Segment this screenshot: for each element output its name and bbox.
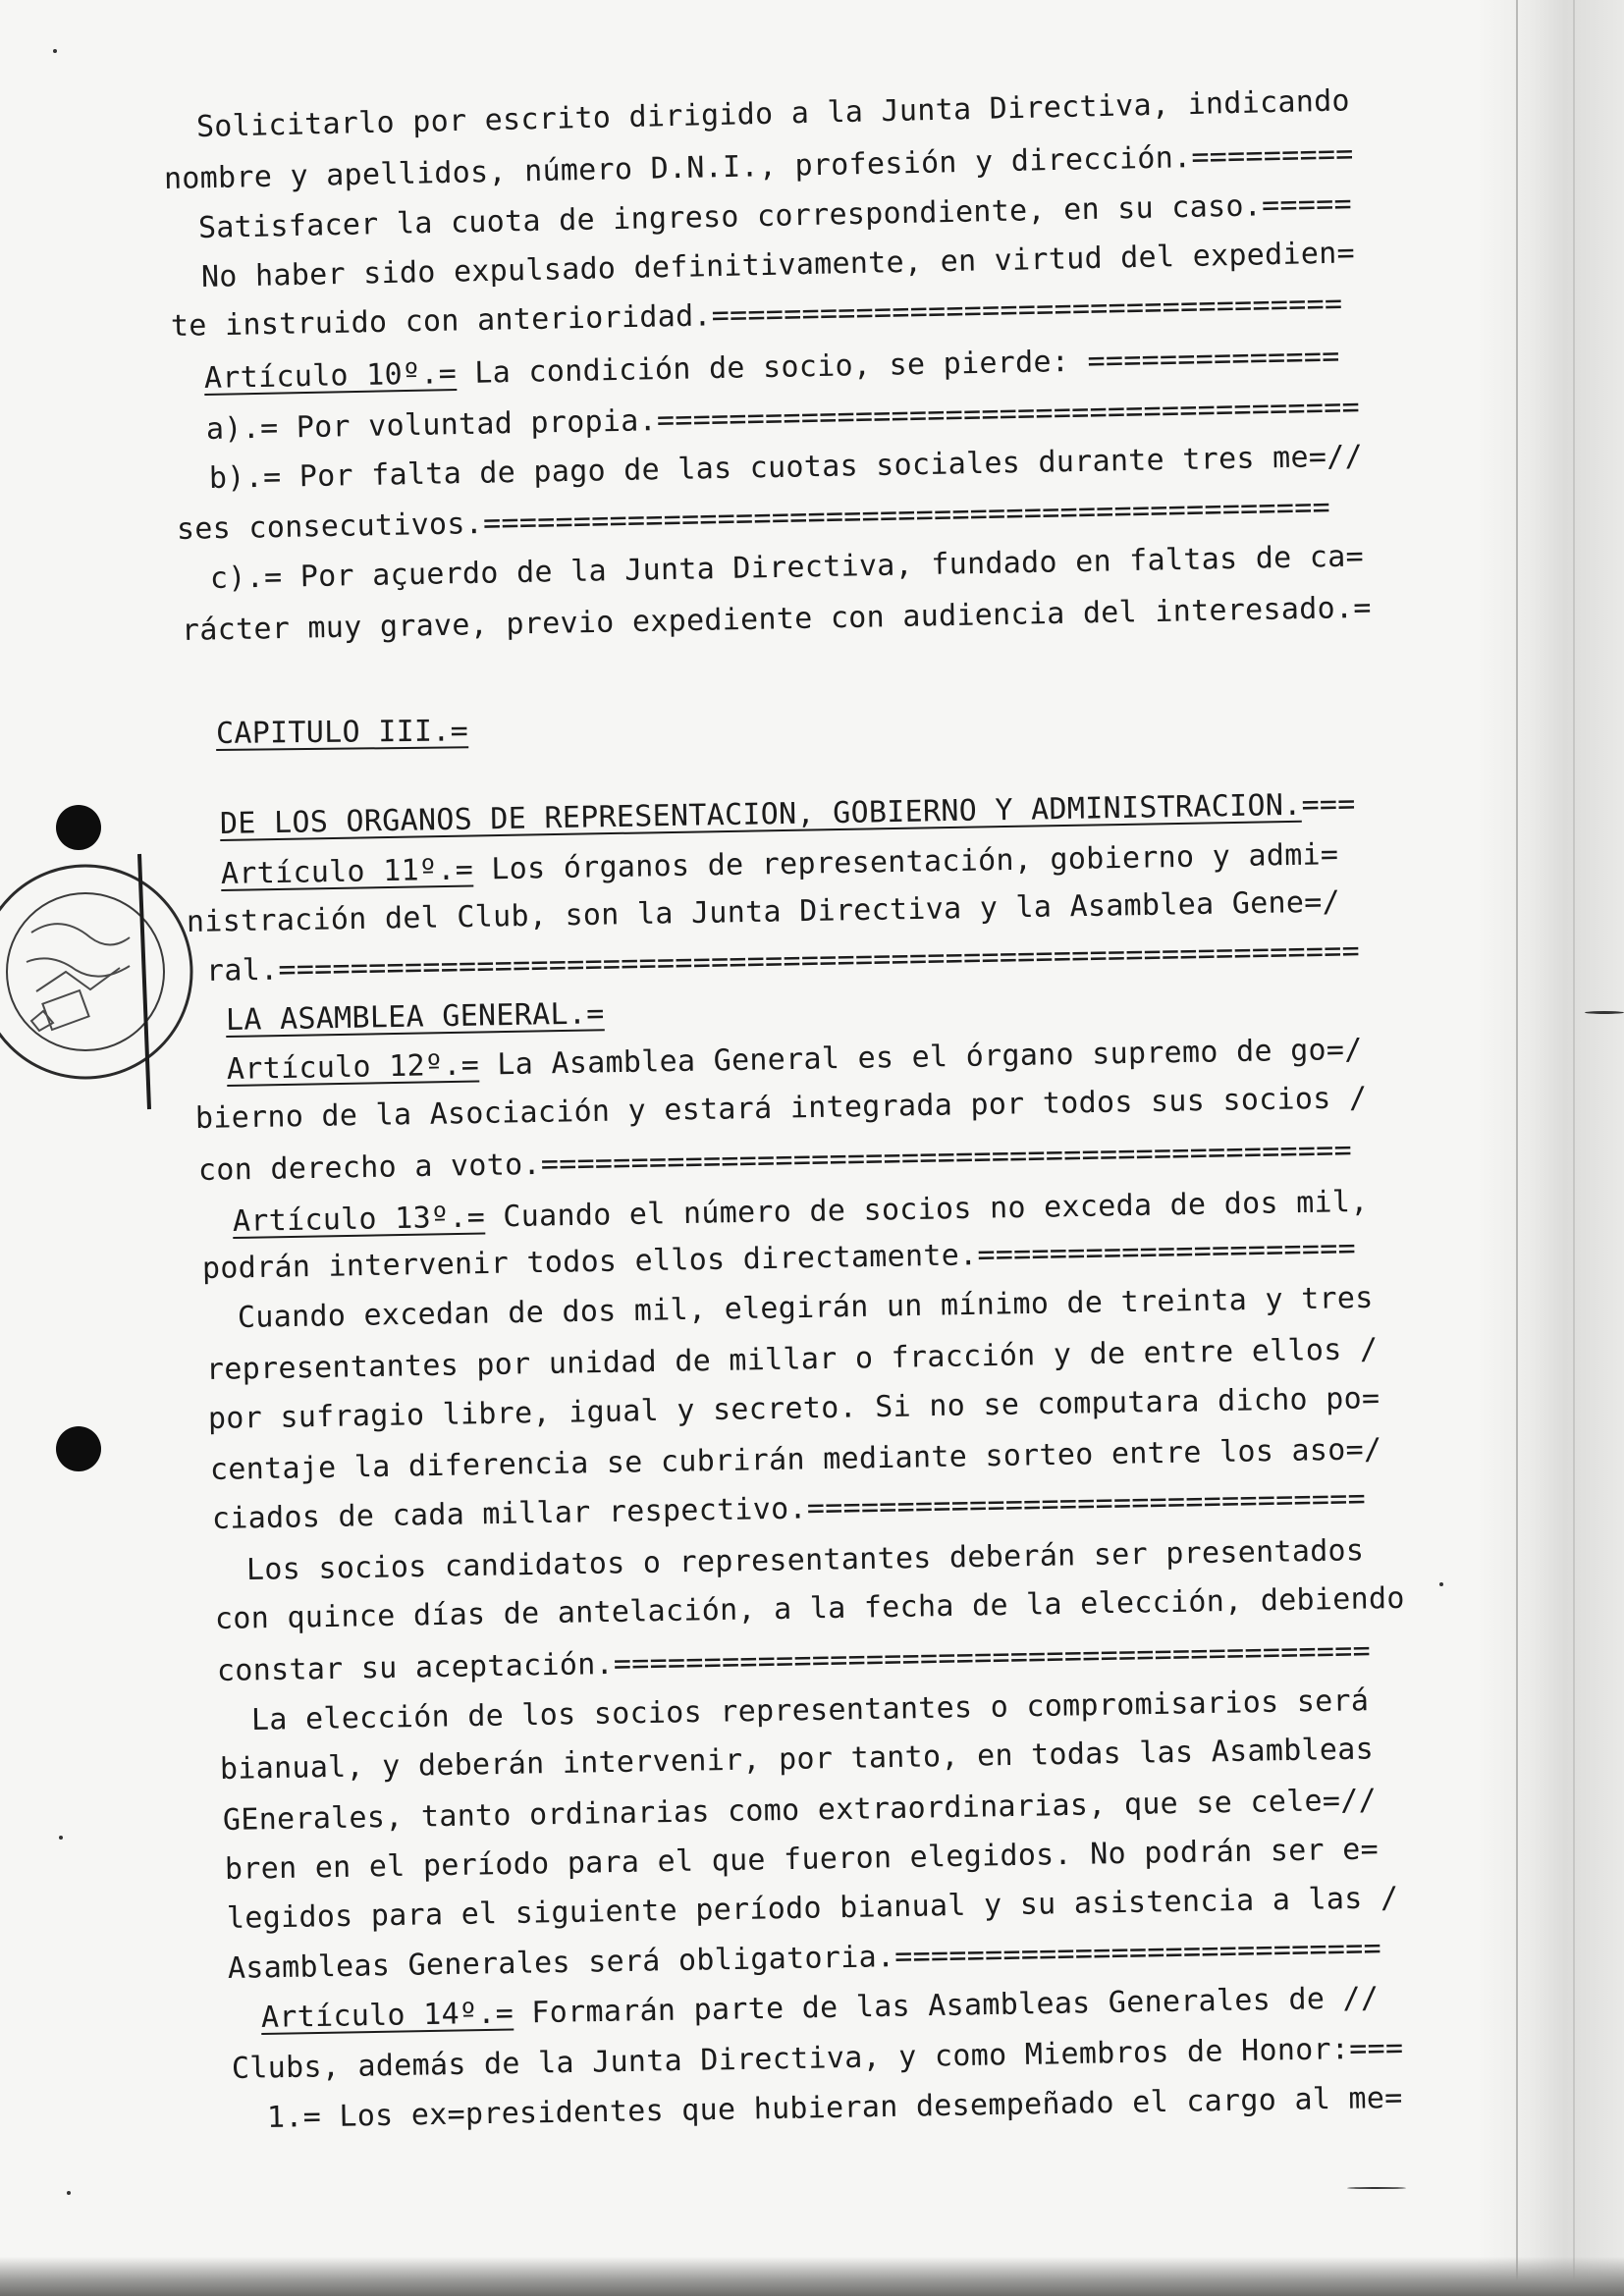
article-heading: Artículo 10º.=	[203, 356, 458, 396]
chapter-heading-line	[216, 714, 468, 752]
text-line: ciados de cada millar respectivo.===============================	[211, 1481, 1367, 1536]
text-line: Asambleas Generales será obligatoria.===========================	[227, 1931, 1382, 1986]
scan-bottom-shadow	[0, 2257, 1624, 2296]
text-line: por sufragio libre, igual y secreto. Si no se computara dicho po=	[207, 1381, 1380, 1436]
text-line: 1.= Los ex=presidentes que hubieran desempeñado el cargo al me=	[266, 2080, 1403, 2135]
text-line: Satisfacer la cuota de ingreso correspondiente, en su caso.=====	[197, 187, 1353, 245]
text-line: Los socios candidatos o representantes deberán ser presentados	[245, 1533, 1365, 1587]
text-line: bianual, y deberán intervenir, por tanto, en todas las Asambleas	[219, 1732, 1375, 1787]
text-line: rácter muy grave, previo expediente con audiencia del interesado.=	[181, 590, 1372, 648]
scan-speck	[67, 2191, 71, 2195]
text-line: No haber sido expulsado definitivamente, en virtud del expedien=	[200, 236, 1356, 294]
text-line: bierno de la Asociación y estará integrada por todos sus socios /	[194, 1081, 1368, 1136]
article-heading: Artículo 14º.=	[260, 1996, 514, 2035]
text-line: legidos para el siguiente período bianual y su asistencia a las /	[226, 1881, 1399, 1936]
chapter-heading: CAPITULO III.=	[215, 714, 469, 751]
article-12-line: Artículo 12º.= La Asamblea General es el órgano supremo de go=/	[226, 1032, 1363, 1087]
scan-speck	[59, 1836, 63, 1840]
text-line: con derecho a voto.=============================================	[197, 1133, 1353, 1188]
punch-hole	[56, 1426, 101, 1471]
text-line: podrán intervenir todos ellos directamente.=====================	[201, 1231, 1357, 1286]
text-line: c).= Por açuerdo de la Junta Directiva, fundado en faltas de ca=	[209, 539, 1365, 596]
scan-edge-shadow	[1477, 0, 1624, 2296]
text-line: La elección de los socios representantes o compromisarios será	[250, 1683, 1370, 1737]
text-line: con quince días de antelación, a la fecha de la elección, debiendo	[214, 1580, 1405, 1636]
article-heading: Artículo 11º.=	[220, 852, 474, 891]
text-line: centaje la diferencia se cubrirán mediante sorteo entre los aso=/	[209, 1432, 1382, 1487]
article-10-line: Artículo 10º.= La condición de socio, se pierde: ==============	[203, 339, 1340, 396]
scan-speck	[53, 49, 57, 53]
section-title: DE LOS ORGANOS DE REPRESENTACION, GOBIERNO Y ADMINISTRACION.	[219, 787, 1302, 841]
text-line: nombre y apellidos, número D.N.I., profesión y dirección.=========	[163, 136, 1354, 196]
section-title-line: DE LOS ORGANOS DE REPRESENTACION, GOBIERNO Y ADMINISTRACION.===	[219, 786, 1356, 841]
text-line: a).= Por voluntad propia.=======================================	[205, 390, 1361, 447]
fold-line	[1573, 0, 1575, 2296]
text-line: Solicitarlo por escrito dirigido a la Junta Directiva, indicando	[195, 83, 1351, 144]
text-line: bren en el período para el que fueron elegidos. No podrán ser e=	[224, 1832, 1380, 1887]
text-line: Clubs, además de la Junta Directiva, y como Miembros de Honor:===	[231, 2031, 1404, 2086]
text-line: nistración del Club, son la Junta Directiva y la Asamblea Gene=/	[186, 884, 1341, 939]
article-heading: Artículo 12º.=	[226, 1047, 480, 1087]
text-line: constar su aceptación.==========================================	[216, 1633, 1372, 1688]
article-heading: Artículo 13º.=	[232, 1200, 486, 1239]
club-seal-stamp	[0, 825, 204, 1119]
text-line: ral.============================================================	[205, 934, 1361, 988]
text-line: ses consecutivos.===============================================	[176, 490, 1331, 547]
scan-mark	[1585, 1011, 1624, 1014]
fold-line	[1516, 0, 1518, 2296]
text-line: Cuando excedan de dos mil, elegirán un mínimo de treinta y tres	[237, 1280, 1374, 1335]
article-14-line: Artículo 14º.= Formarán parte de las Asambleas Generales de //	[260, 1981, 1380, 2035]
text-line: representantes por unidad de millar o fracción y de entre ellos /	[205, 1332, 1379, 1387]
text-line: te instruido con anterioridad.===================================	[170, 287, 1343, 344]
text-line: b).= Por falta de pago de las cuotas sociales durante tres me=//	[208, 439, 1364, 496]
section-title-line	[226, 996, 605, 1039]
text-line: GEnerales, tanto ordinarias como extraordinarias, que se cele=//	[222, 1783, 1378, 1838]
scan-speck	[1439, 1582, 1443, 1586]
scan-mark	[1347, 2187, 1406, 2189]
section-title: LA ASAMBLEA GENERAL.=	[225, 996, 605, 1038]
article-13-line: Artículo 13º.= Cuando el número de socios no exceda de dos mil,	[232, 1184, 1369, 1239]
article-11-line: Artículo 11º.= Los órganos de representación, gobierno y admi=	[220, 837, 1339, 891]
